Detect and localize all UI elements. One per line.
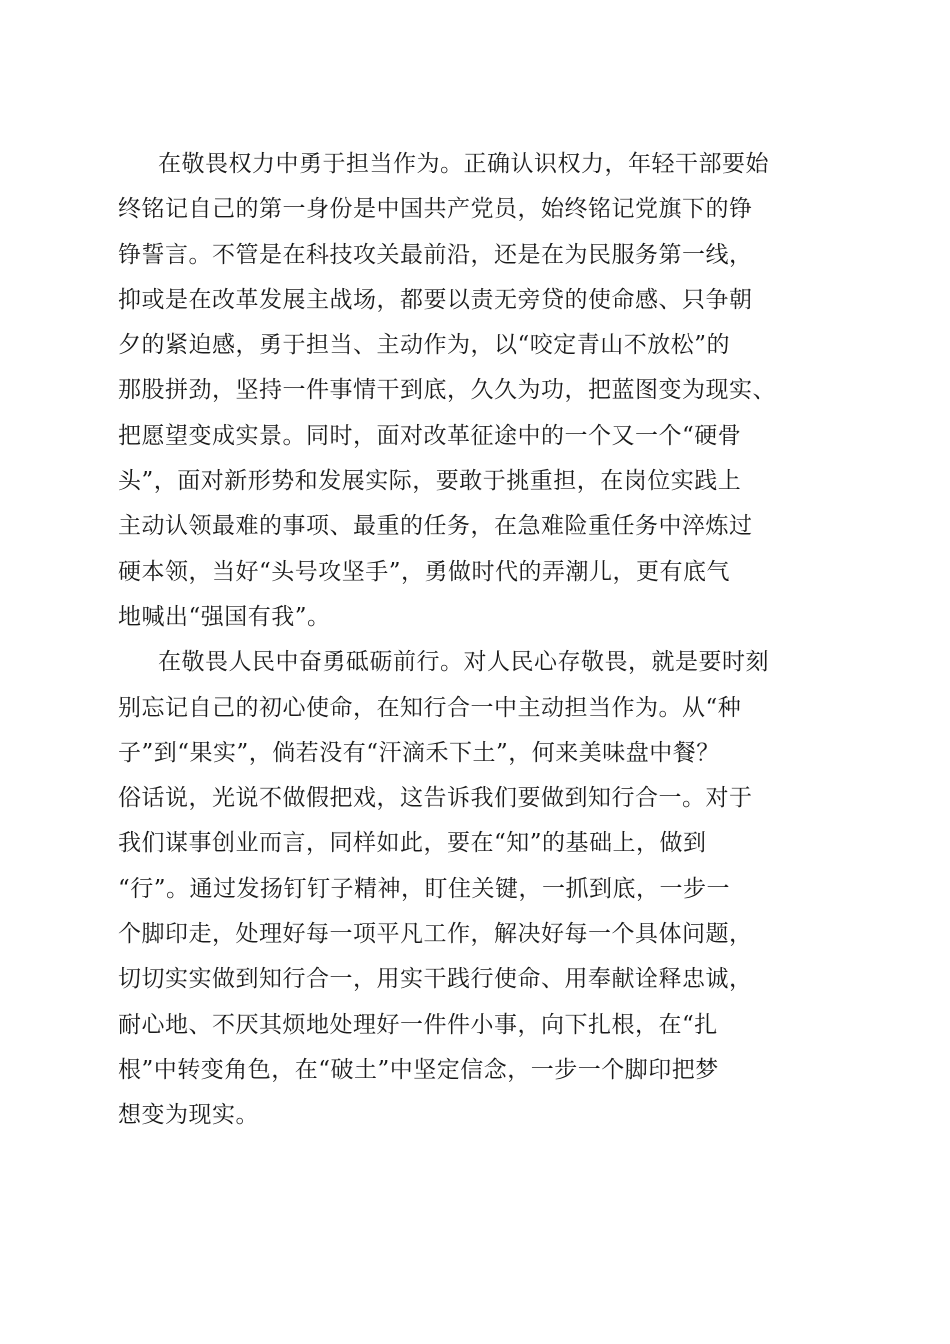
paragraph-2 <box>118 640 858 1138</box>
text-line: 俗话说，光说不做假把戏，这告诉我们要做到知行合一。对于 <box>118 785 753 812</box>
document-body <box>118 142 858 1139</box>
text-line: “行”。通过发扬钉钉子精神，盯住关键，一抓到底，一步一 <box>118 875 731 902</box>
text-line: 子”到“果实”，倘若没有“汗滴禾下土”，何来美味盘中餐？ <box>118 739 720 766</box>
text-line: 抑或是在改革发展主战场，都要以责无旁贷的使命感、只争朝 <box>118 286 753 313</box>
text-line: 终铭记自己的第一身份是中国共产党员，始终铭记党旗下的铮 <box>118 196 753 223</box>
text-line: 耐心地、不厌其烦地处理好一件件小事，向下扎根，在“扎 <box>118 1011 718 1038</box>
text-line: 把愿望变成实景。同时，面对改革征途中的一个又一个“硬骨 <box>118 422 742 449</box>
text-line: 那股拼劲，坚持一件事情干到底，久久为功，把蓝图变为现实、 <box>118 377 776 404</box>
text-line: 根”中转变角色，在“破土”中坚定信念，一步一个脚印把梦 <box>118 1056 719 1083</box>
text-line: 夕的紧迫感，勇于担当、主动作为，以“咬定青山不放松”的 <box>118 332 731 359</box>
text-line: 头”，面对新形势和发展实际，要敢于挑重担，在岗位实践上 <box>118 468 742 495</box>
text-line: 在敬畏人民中奋勇砥砺前行。对人民心存敬畏，就是要时刻 <box>158 649 769 676</box>
text-line: 硬本领，当好“头号攻坚手”，勇做时代的弄潮儿，更有底气 <box>118 558 731 585</box>
text-line: 铮誓言。不管是在科技攻关最前沿，还是在为民服务第一线， <box>118 241 753 268</box>
text-line: 在敬畏权力中勇于担当作为。正确认识权力，年轻干部要始 <box>158 151 769 177</box>
text-line: 地喊出“强国有我”。 <box>118 603 331 630</box>
text-line: 切切实实做到知行合一，用实干践行使命、用奉献诠释忠诚， <box>118 966 753 993</box>
text-line: 我们谋事创业而言，同样如此，要在“知”的基础上，做到 <box>118 830 707 857</box>
paragraph-1 <box>118 142 858 640</box>
text-line: 别忘记自己的初心使命，在知行合一中主动担当作为。从“种 <box>118 694 742 721</box>
text-line: 主动认领最难的事项、最重的任务，在急难险重任务中淬炼过 <box>118 513 753 540</box>
text-line: 想变为现实。 <box>118 1102 259 1129</box>
text-line: 个脚印走，处理好每一项平凡工作，解决好每一个具体问题， <box>118 921 753 948</box>
